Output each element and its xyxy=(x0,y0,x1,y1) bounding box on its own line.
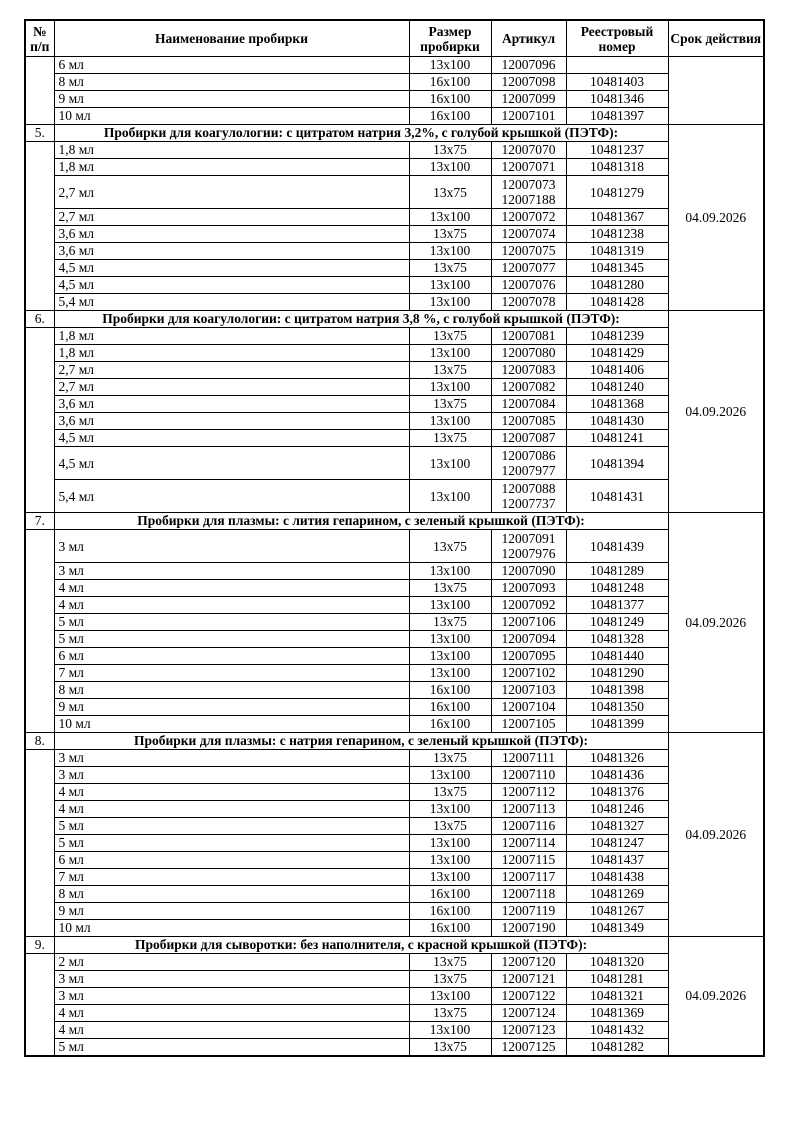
tube-size-cell: 13x75 xyxy=(409,971,491,988)
registry-number-cell: 10481369 xyxy=(566,1005,668,1022)
registry-number-cell: 10481350 xyxy=(566,699,668,716)
registry-number-cell: 10481319 xyxy=(566,243,668,260)
table-header-row xyxy=(25,20,764,57)
registry-number-cell: 10481279 xyxy=(566,176,668,209)
section-header-row xyxy=(25,125,764,142)
section-title-cell: Пробирки для сыворотки: без наполнителя, с красной крышкой (ПЭТФ): xyxy=(54,937,668,954)
tube-size-cell: 13x100 xyxy=(409,294,491,311)
validity-date-cell: 04.09.2026 xyxy=(668,733,764,937)
table-row xyxy=(25,176,764,209)
article-number-cell: 12007111 xyxy=(491,750,566,767)
section-number-span-cell xyxy=(25,328,54,513)
article-number-cell: 12007071 xyxy=(491,159,566,176)
article-number-cell: 12007094 xyxy=(491,631,566,648)
tube-size-cell: 16x100 xyxy=(409,920,491,937)
tube-volume-cell: 3 мл xyxy=(54,767,409,784)
registry-number-cell: 10481430 xyxy=(566,413,668,430)
registry-number-cell: 10481247 xyxy=(566,835,668,852)
registry-number-cell: 10481237 xyxy=(566,142,668,159)
registry-number-cell: 10481440 xyxy=(566,648,668,665)
tube-size-cell: 13x100 xyxy=(409,277,491,294)
table-row xyxy=(25,447,764,480)
section-number-span-cell xyxy=(25,57,54,125)
registry-number-cell: 10481248 xyxy=(566,580,668,597)
table-row xyxy=(25,580,764,597)
tube-size-cell: 16x100 xyxy=(409,699,491,716)
article-number-cell: 12007103 xyxy=(491,682,566,699)
tube-volume-cell: 5 мл xyxy=(54,614,409,631)
tube-volume-cell: 8 мл xyxy=(54,682,409,699)
tube-volume-cell: 3 мл xyxy=(54,988,409,1005)
table-row xyxy=(25,716,764,733)
tube-volume-cell: 4 мл xyxy=(54,801,409,818)
table-row xyxy=(25,665,764,682)
tube-volume-cell: 5 мл xyxy=(54,818,409,835)
table-row xyxy=(25,801,764,818)
tube-volume-cell: 10 мл xyxy=(54,716,409,733)
registry-number-cell: 10481437 xyxy=(566,852,668,869)
column-header-validity: Срок действия xyxy=(668,20,764,57)
table-row xyxy=(25,379,764,396)
article-number-cell: 12007102 xyxy=(491,665,566,682)
registry-number-cell: 10481282 xyxy=(566,1039,668,1057)
section-number-cell: 5. xyxy=(25,125,54,142)
registry-number-cell: 10481436 xyxy=(566,767,668,784)
tube-size-cell: 13x100 xyxy=(409,852,491,869)
tube-volume-cell: 4,5 мл xyxy=(54,277,409,294)
registry-number-cell: 10481349 xyxy=(566,920,668,937)
tube-size-cell: 13x100 xyxy=(409,835,491,852)
table-body xyxy=(25,57,764,1057)
table-row xyxy=(25,614,764,631)
registry-number-cell: 10481429 xyxy=(566,345,668,362)
tube-size-cell: 13x100 xyxy=(409,243,491,260)
section-number-cell: 7. xyxy=(25,513,54,530)
article-number-cell: 12007120 xyxy=(491,954,566,971)
section-title-cell: Пробирки для плазмы: с лития гепарином, с зеленый крышкой (ПЭТФ): xyxy=(54,513,668,530)
tube-volume-cell: 9 мл xyxy=(54,903,409,920)
tube-size-cell: 13x100 xyxy=(409,480,491,513)
column-header-number: № п/п xyxy=(25,20,54,57)
tube-size-cell: 13x75 xyxy=(409,328,491,345)
article-number-cell: 12007081 xyxy=(491,328,566,345)
tube-volume-cell: 2,7 мл xyxy=(54,379,409,396)
table-row xyxy=(25,226,764,243)
table-row xyxy=(25,243,764,260)
tube-size-cell: 13x75 xyxy=(409,226,491,243)
table-row xyxy=(25,1039,764,1057)
table-row xyxy=(25,699,764,716)
article-number-cell: 12007073 12007188 xyxy=(491,176,566,209)
registry-number-cell xyxy=(566,57,668,74)
tube-size-cell: 13x100 xyxy=(409,563,491,580)
table-row xyxy=(25,648,764,665)
article-number-cell: 12007095 xyxy=(491,648,566,665)
article-number-cell: 12007080 xyxy=(491,345,566,362)
tube-volume-cell: 1,8 мл xyxy=(54,159,409,176)
registry-number-cell: 10481328 xyxy=(566,631,668,648)
tube-volume-cell: 2,7 мл xyxy=(54,209,409,226)
section-number-span-cell xyxy=(25,530,54,733)
tube-volume-cell: 4 мл xyxy=(54,784,409,801)
table-row xyxy=(25,903,764,920)
table-row xyxy=(25,91,764,108)
article-number-cell: 12007123 xyxy=(491,1022,566,1039)
tube-volume-cell: 4,5 мл xyxy=(54,260,409,277)
registry-number-cell: 10481240 xyxy=(566,379,668,396)
tube-registry-table xyxy=(24,19,765,1057)
tube-volume-cell: 2,7 мл xyxy=(54,362,409,379)
registry-number-cell: 10481320 xyxy=(566,954,668,971)
validity-date-cell: 04.09.2026 xyxy=(668,311,764,513)
table-row xyxy=(25,869,764,886)
table-row xyxy=(25,159,764,176)
section-number-span-cell xyxy=(25,954,54,1057)
table-row xyxy=(25,108,764,125)
article-number-cell: 12007092 xyxy=(491,597,566,614)
tube-volume-cell: 3,6 мл xyxy=(54,413,409,430)
tube-size-cell: 13x100 xyxy=(409,801,491,818)
article-number-cell: 12007114 xyxy=(491,835,566,852)
article-number-cell: 12007078 xyxy=(491,294,566,311)
tube-size-cell: 13x100 xyxy=(409,159,491,176)
registry-number-cell: 10481281 xyxy=(566,971,668,988)
tube-volume-cell: 10 мл xyxy=(54,108,409,125)
registry-number-cell: 10481238 xyxy=(566,226,668,243)
registry-number-cell: 10481345 xyxy=(566,260,668,277)
article-number-cell: 12007096 xyxy=(491,57,566,74)
table-row xyxy=(25,767,764,784)
tube-size-cell: 13x75 xyxy=(409,362,491,379)
registry-number-cell: 10481241 xyxy=(566,430,668,447)
tube-size-cell: 13x75 xyxy=(409,260,491,277)
article-number-cell: 12007118 xyxy=(491,886,566,903)
validity-date-cell: 04.09.2026 xyxy=(668,513,764,733)
column-header-name: Наименование пробирки xyxy=(54,20,409,57)
article-number-cell: 12007099 xyxy=(491,91,566,108)
registry-number-cell: 10481249 xyxy=(566,614,668,631)
tube-size-cell: 13x75 xyxy=(409,176,491,209)
tube-volume-cell: 5 мл xyxy=(54,631,409,648)
tube-size-cell: 13x100 xyxy=(409,209,491,226)
tube-size-cell: 13x100 xyxy=(409,345,491,362)
table-row xyxy=(25,480,764,513)
tube-volume-cell: 4 мл xyxy=(54,580,409,597)
validity-date-cell xyxy=(668,57,764,125)
article-number-cell: 12007190 xyxy=(491,920,566,937)
registry-number-cell: 10481289 xyxy=(566,563,668,580)
registry-number-cell: 10481290 xyxy=(566,665,668,682)
tube-volume-cell: 7 мл xyxy=(54,665,409,682)
article-number-cell: 12007105 xyxy=(491,716,566,733)
tube-volume-cell: 9 мл xyxy=(54,699,409,716)
table-row xyxy=(25,57,764,74)
tube-volume-cell: 5,4 мл xyxy=(54,294,409,311)
registry-number-cell: 10481239 xyxy=(566,328,668,345)
table-row xyxy=(25,530,764,563)
article-number-cell: 12007074 xyxy=(491,226,566,243)
tube-size-cell: 16x100 xyxy=(409,886,491,903)
article-number-cell: 12007115 xyxy=(491,852,566,869)
tube-volume-cell: 4 мл xyxy=(54,1005,409,1022)
table-row xyxy=(25,1005,764,1022)
section-number-span-cell xyxy=(25,750,54,937)
article-number-cell: 12007091 12007976 xyxy=(491,530,566,563)
tube-volume-cell: 3,6 мл xyxy=(54,243,409,260)
table-row xyxy=(25,328,764,345)
table-row xyxy=(25,413,764,430)
article-number-cell: 12007085 xyxy=(491,413,566,430)
tube-size-cell: 16x100 xyxy=(409,716,491,733)
tube-volume-cell: 1,8 мл xyxy=(54,328,409,345)
tube-size-cell: 16x100 xyxy=(409,108,491,125)
section-title-cell: Пробирки для коагулологии: с цитратом натрия 3,2%, с голубой крышкой (ПЭТФ): xyxy=(54,125,668,142)
tube-volume-cell: 5 мл xyxy=(54,835,409,852)
tube-size-cell: 16x100 xyxy=(409,682,491,699)
article-number-cell: 12007075 xyxy=(491,243,566,260)
section-number-span-cell xyxy=(25,142,54,311)
registry-number-cell: 10481280 xyxy=(566,277,668,294)
registry-number-cell: 10481368 xyxy=(566,396,668,413)
table-row xyxy=(25,597,764,614)
tube-volume-cell: 3,6 мл xyxy=(54,226,409,243)
table-row xyxy=(25,209,764,226)
article-number-cell: 12007121 xyxy=(491,971,566,988)
tube-size-cell: 13x100 xyxy=(409,447,491,480)
article-number-cell: 12007072 xyxy=(491,209,566,226)
tube-size-cell: 16x100 xyxy=(409,903,491,920)
article-number-cell: 12007086 12007977 xyxy=(491,447,566,480)
table-row xyxy=(25,277,764,294)
registry-number-cell: 10481269 xyxy=(566,886,668,903)
table-row xyxy=(25,886,764,903)
article-number-cell: 12007112 xyxy=(491,784,566,801)
article-number-cell: 12007083 xyxy=(491,362,566,379)
table-row xyxy=(25,971,764,988)
registry-number-cell: 10481346 xyxy=(566,91,668,108)
tube-size-cell: 13x100 xyxy=(409,1022,491,1039)
validity-date-cell: 04.09.2026 xyxy=(668,125,764,311)
table-row xyxy=(25,294,764,311)
table-row xyxy=(25,954,764,971)
registry-number-cell: 10481428 xyxy=(566,294,668,311)
article-number-cell: 12007110 xyxy=(491,767,566,784)
tube-volume-cell: 3 мл xyxy=(54,971,409,988)
tube-volume-cell: 4,5 мл xyxy=(54,430,409,447)
registry-number-cell: 10481397 xyxy=(566,108,668,125)
tube-volume-cell: 4 мл xyxy=(54,597,409,614)
tube-volume-cell: 2,7 мл xyxy=(54,176,409,209)
tube-size-cell: 13x100 xyxy=(409,379,491,396)
registry-number-cell: 10481406 xyxy=(566,362,668,379)
table-row xyxy=(25,563,764,580)
tube-size-cell: 16x100 xyxy=(409,74,491,91)
tube-size-cell: 13x75 xyxy=(409,530,491,563)
registry-number-cell: 10481246 xyxy=(566,801,668,818)
table-row xyxy=(25,852,764,869)
tube-volume-cell: 2 мл xyxy=(54,954,409,971)
tube-volume-cell: 10 мл xyxy=(54,920,409,937)
tube-size-cell: 13x100 xyxy=(409,413,491,430)
tube-size-cell: 13x75 xyxy=(409,142,491,159)
tube-size-cell: 13x75 xyxy=(409,1039,491,1057)
registry-number-cell: 10481438 xyxy=(566,869,668,886)
section-number-cell: 8. xyxy=(25,733,54,750)
registry-number-cell: 10481403 xyxy=(566,74,668,91)
article-number-cell: 12007087 xyxy=(491,430,566,447)
registry-number-cell: 10481431 xyxy=(566,480,668,513)
table-row xyxy=(25,818,764,835)
table-row xyxy=(25,362,764,379)
tube-size-cell: 13x75 xyxy=(409,430,491,447)
column-header-size: Размер пробирки xyxy=(409,20,491,57)
article-number-cell: 12007116 xyxy=(491,818,566,835)
tube-volume-cell: 4,5 мл xyxy=(54,447,409,480)
tube-size-cell: 13x100 xyxy=(409,665,491,682)
registry-number-cell: 10481321 xyxy=(566,988,668,1005)
section-title-cell: Пробирки для плазмы: с натрия гепарином, с зеленый крышкой (ПЭТФ): xyxy=(54,733,668,750)
table-row xyxy=(25,835,764,852)
article-number-cell: 12007077 xyxy=(491,260,566,277)
tube-size-cell: 13x75 xyxy=(409,784,491,801)
registry-number-cell: 10481394 xyxy=(566,447,668,480)
tube-size-cell: 13x100 xyxy=(409,57,491,74)
tube-volume-cell: 1,8 мл xyxy=(54,345,409,362)
article-number-cell: 12007090 xyxy=(491,563,566,580)
tube-volume-cell: 3,6 мл xyxy=(54,396,409,413)
table-row xyxy=(25,345,764,362)
table-row xyxy=(25,142,764,159)
tube-volume-cell: 8 мл xyxy=(54,886,409,903)
registry-number-cell: 10481377 xyxy=(566,597,668,614)
tube-size-cell: 13x75 xyxy=(409,580,491,597)
registry-number-cell: 10481367 xyxy=(566,209,668,226)
column-header-article: Артикул xyxy=(491,20,566,57)
article-number-cell: 12007106 xyxy=(491,614,566,631)
article-number-cell: 12007088 12007737 xyxy=(491,480,566,513)
tube-volume-cell: 6 мл xyxy=(54,648,409,665)
article-number-cell: 12007117 xyxy=(491,869,566,886)
table-row xyxy=(25,74,764,91)
article-number-cell: 12007082 xyxy=(491,379,566,396)
section-title-cell: Пробирки для коагулологии: с цитратом натрия 3,8 %, с голубой крышкой (ПЭТФ): xyxy=(54,311,668,328)
tube-volume-cell: 6 мл xyxy=(54,57,409,74)
tube-size-cell: 16x100 xyxy=(409,91,491,108)
table-row xyxy=(25,631,764,648)
registry-number-cell: 10481327 xyxy=(566,818,668,835)
tube-volume-cell: 5 мл xyxy=(54,1039,409,1057)
table-row xyxy=(25,260,764,277)
tube-size-cell: 13x100 xyxy=(409,767,491,784)
registry-number-cell: 10481432 xyxy=(566,1022,668,1039)
tube-size-cell: 13x100 xyxy=(409,988,491,1005)
table-row xyxy=(25,920,764,937)
table-row xyxy=(25,1022,764,1039)
registry-number-cell: 10481399 xyxy=(566,716,668,733)
validity-date-cell: 04.09.2026 xyxy=(668,937,764,1057)
tube-volume-cell: 3 мл xyxy=(54,530,409,563)
column-header-registry: Реестровый номер xyxy=(566,20,668,57)
tube-volume-cell: 5,4 мл xyxy=(54,480,409,513)
registry-number-cell: 10481398 xyxy=(566,682,668,699)
table-row xyxy=(25,430,764,447)
article-number-cell: 12007070 xyxy=(491,142,566,159)
registry-number-cell: 10481439 xyxy=(566,530,668,563)
table-row xyxy=(25,682,764,699)
section-number-cell: 9. xyxy=(25,937,54,954)
section-header-row xyxy=(25,311,764,328)
table-row xyxy=(25,750,764,767)
tube-volume-cell: 1,8 мл xyxy=(54,142,409,159)
tube-volume-cell: 7 мл xyxy=(54,869,409,886)
tube-size-cell: 13x75 xyxy=(409,396,491,413)
section-header-row xyxy=(25,733,764,750)
registry-number-cell: 10481326 xyxy=(566,750,668,767)
tube-size-cell: 13x100 xyxy=(409,631,491,648)
tube-size-cell: 13x75 xyxy=(409,818,491,835)
section-header-row xyxy=(25,513,764,530)
tube-volume-cell: 3 мл xyxy=(54,563,409,580)
tube-size-cell: 13x100 xyxy=(409,869,491,886)
registry-number-cell: 10481267 xyxy=(566,903,668,920)
tube-volume-cell: 4 мл xyxy=(54,1022,409,1039)
tube-size-cell: 13x75 xyxy=(409,750,491,767)
registry-number-cell: 10481376 xyxy=(566,784,668,801)
section-number-cell: 6. xyxy=(25,311,54,328)
tube-size-cell: 13x75 xyxy=(409,1005,491,1022)
article-number-cell: 12007104 xyxy=(491,699,566,716)
article-number-cell: 12007113 xyxy=(491,801,566,818)
tube-size-cell: 13x100 xyxy=(409,648,491,665)
section-header-row xyxy=(25,937,764,954)
article-number-cell: 12007098 xyxy=(491,74,566,91)
article-number-cell: 12007125 xyxy=(491,1039,566,1057)
table-row xyxy=(25,396,764,413)
article-number-cell: 12007076 xyxy=(491,277,566,294)
registry-number-cell: 10481318 xyxy=(566,159,668,176)
article-number-cell: 12007084 xyxy=(491,396,566,413)
article-number-cell: 12007124 xyxy=(491,1005,566,1022)
tube-size-cell: 13x100 xyxy=(409,597,491,614)
table-row xyxy=(25,988,764,1005)
article-number-cell: 12007122 xyxy=(491,988,566,1005)
tube-volume-cell: 3 мл xyxy=(54,750,409,767)
tube-volume-cell: 9 мл xyxy=(54,91,409,108)
tube-size-cell: 13x75 xyxy=(409,614,491,631)
article-number-cell: 12007093 xyxy=(491,580,566,597)
tube-volume-cell: 6 мл xyxy=(54,852,409,869)
article-number-cell: 12007101 xyxy=(491,108,566,125)
table-row xyxy=(25,784,764,801)
tube-size-cell: 13x75 xyxy=(409,954,491,971)
tube-volume-cell: 8 мл xyxy=(54,74,409,91)
article-number-cell: 12007119 xyxy=(491,903,566,920)
